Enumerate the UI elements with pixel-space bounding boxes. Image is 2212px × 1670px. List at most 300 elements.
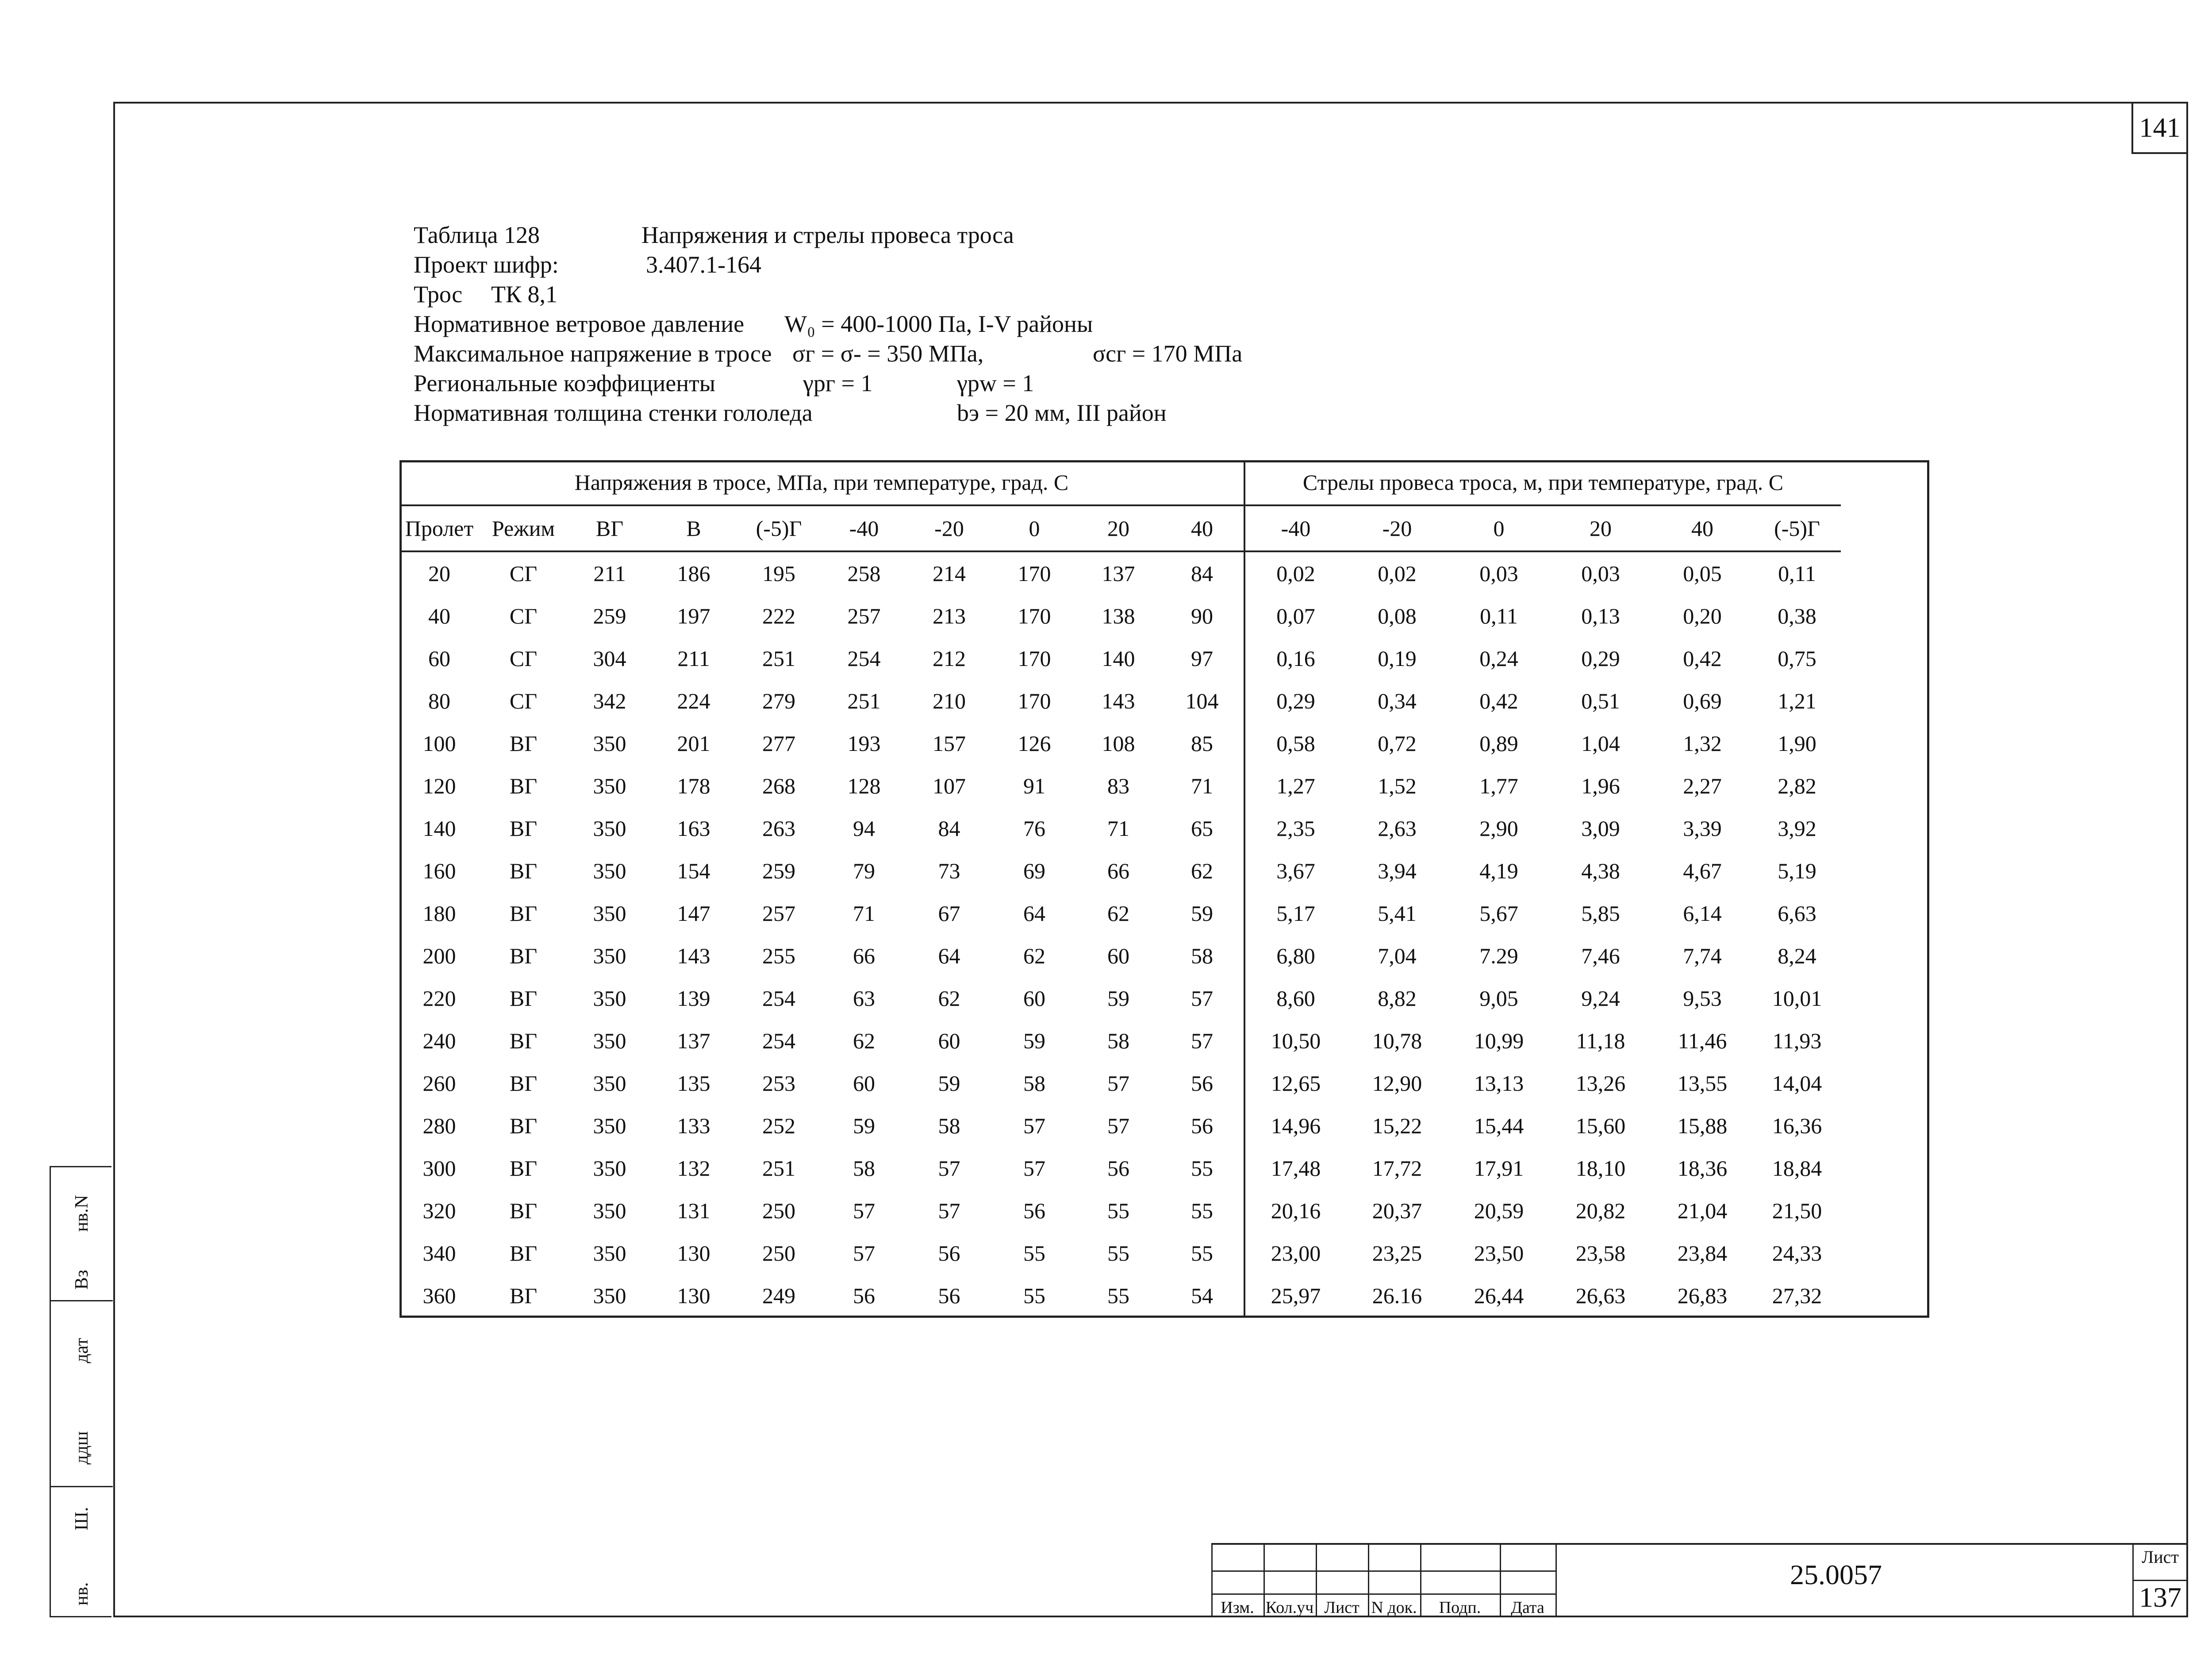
table-cell: 18,84 xyxy=(1772,1156,1822,1181)
table-cell: 57 xyxy=(1023,1113,1045,1138)
table-cell: 26,63 xyxy=(1575,1283,1626,1308)
table-cell: 128 xyxy=(847,773,881,798)
table-cell: 254 xyxy=(847,646,881,671)
wind-label: Нормативное ветровое давление xyxy=(414,311,745,337)
table-cell: СГ xyxy=(509,561,538,586)
table-cell: 0,24 xyxy=(1479,646,1518,671)
column-header: 40 xyxy=(1651,505,1753,551)
table-cell: 7,04 xyxy=(1378,943,1417,968)
table-cell: 211 xyxy=(593,561,626,586)
tb-label-kol: Кол.уч xyxy=(1265,1598,1314,1617)
table-cell: 277 xyxy=(762,731,795,756)
table-cell: ВГ xyxy=(509,1198,538,1223)
table-cell: 85 xyxy=(1160,722,1244,765)
table-cell: 18,36 xyxy=(1677,1156,1728,1181)
column-header-row xyxy=(399,505,1841,551)
table-cell: 58 xyxy=(1107,1028,1129,1053)
table-cell: ВГ xyxy=(509,901,538,926)
table-cell: 59 xyxy=(1023,1028,1045,1053)
table-cell: 1,04 xyxy=(1581,731,1620,756)
side-divider xyxy=(51,1486,113,1487)
table-cell: 59 xyxy=(1107,986,1129,1011)
side-label: нв. xyxy=(72,1582,92,1606)
table-cell: ВГ xyxy=(509,1071,538,1096)
stress-value-2: σсг = 170 МПа xyxy=(1093,340,1243,367)
table-cell: 56 xyxy=(1023,1198,1045,1223)
table-cell: 257 xyxy=(847,604,881,628)
table-cell: 80 xyxy=(428,689,450,713)
table-cell: 55 xyxy=(1107,1198,1129,1223)
column-header: В xyxy=(652,505,736,551)
table-cell: 0,11 xyxy=(1778,561,1816,586)
table-row xyxy=(399,977,1841,1020)
table-cell: 350 xyxy=(593,816,626,841)
table-cell: 67 xyxy=(938,901,960,926)
table-cell: 15,22 xyxy=(1372,1113,1422,1138)
table-cell: 214 xyxy=(933,561,966,586)
table-cell: 250 xyxy=(762,1198,795,1223)
table-cell: СГ xyxy=(509,646,538,671)
table-cell: 55 xyxy=(1160,1147,1244,1189)
table-cell: 4,67 xyxy=(1683,858,1722,883)
table-cell: 0,03 xyxy=(1581,561,1620,586)
table-cell: 254 xyxy=(762,1028,795,1053)
table-cell: 59 xyxy=(1160,892,1244,935)
table-cell: ВГ xyxy=(509,773,538,798)
table-cell: 57 xyxy=(853,1241,875,1266)
table-cell: 0,05 xyxy=(1683,561,1722,586)
table-cell: 3,09 xyxy=(1581,816,1620,841)
table-cell: 259 xyxy=(593,604,626,628)
table-cell: 137 xyxy=(1102,561,1135,586)
table-cell: 0,29 xyxy=(1581,646,1620,671)
table-cell: 56 xyxy=(853,1283,875,1308)
table-cell: ВГ xyxy=(509,816,538,841)
table-cell: 17,72 xyxy=(1372,1156,1422,1181)
table-cell: 0,11 xyxy=(1480,604,1518,628)
table-cell: 13,55 xyxy=(1677,1071,1728,1096)
table-cell: 147 xyxy=(677,901,710,926)
table-cell: 157 xyxy=(933,731,966,756)
table-cell: 250 xyxy=(762,1241,795,1266)
side-label: ддш xyxy=(72,1431,92,1465)
table-row xyxy=(399,1062,1841,1104)
table-cell: 73 xyxy=(938,858,960,883)
table-cell: 320 xyxy=(422,1198,456,1223)
table-cell: 60 xyxy=(1023,986,1045,1011)
table-cell: 57 xyxy=(1107,1113,1129,1138)
table-cell: 7.29 xyxy=(1479,943,1518,968)
cable-label: Трос xyxy=(414,281,463,308)
table-cell: 259 xyxy=(762,858,795,883)
tb-row-line xyxy=(1211,1570,1556,1572)
table-cell: 6,63 xyxy=(1778,901,1816,926)
side-label: дат xyxy=(72,1338,92,1363)
table-cell: 56 xyxy=(1160,1104,1244,1147)
table-cell: 8,82 xyxy=(1378,986,1417,1011)
column-header: Пролет xyxy=(399,505,479,551)
table-cell: 140 xyxy=(422,816,456,841)
table-cell: СГ xyxy=(509,689,538,713)
table-cell: 60 xyxy=(853,1071,875,1096)
table-cell: 71 xyxy=(1160,765,1244,807)
table-cell: 3,92 xyxy=(1778,816,1816,841)
table-cell: 66 xyxy=(853,943,875,968)
table-cell: 3,39 xyxy=(1683,816,1722,841)
table-cell: 11,18 xyxy=(1576,1028,1625,1053)
table-cell: 9,24 xyxy=(1581,986,1620,1011)
table-cell: 71 xyxy=(853,901,875,926)
coef-value-2: γpw = 1 xyxy=(957,370,1034,396)
table-cell: 258 xyxy=(847,561,881,586)
table-cell: 350 xyxy=(593,731,626,756)
column-header: 0 xyxy=(992,505,1076,551)
table-cell: 0,19 xyxy=(1378,646,1417,671)
table-cell: 62 xyxy=(1160,850,1244,892)
table-cell: 14,04 xyxy=(1772,1071,1822,1096)
table-cell: 280 xyxy=(422,1113,456,1138)
table-cell: 170 xyxy=(1018,604,1051,628)
column-header: (-5)Г xyxy=(736,505,822,551)
table-cell: 27,32 xyxy=(1772,1283,1822,1308)
table-cell: 160 xyxy=(422,858,456,883)
table-cell: 0,51 xyxy=(1581,689,1620,713)
table-cell: 154 xyxy=(677,858,710,883)
table-cell: 64 xyxy=(938,943,960,968)
table-cell: 9,05 xyxy=(1479,986,1518,1011)
table-cell: 20,59 xyxy=(1474,1198,1524,1223)
table-cell: 20,16 xyxy=(1271,1198,1321,1223)
table-cell: 9,53 xyxy=(1683,986,1722,1011)
table-cell: 126 xyxy=(1018,731,1051,756)
document-code: 25.0057 xyxy=(1790,1559,1882,1590)
table-cell: 0,29 xyxy=(1276,689,1315,713)
table-cell: 2,82 xyxy=(1778,773,1816,798)
table-cell: 2,90 xyxy=(1479,816,1518,841)
table-cell: 91 xyxy=(1023,773,1045,798)
table-cell: 23,58 xyxy=(1575,1241,1626,1266)
table-cell: 197 xyxy=(677,604,710,628)
table-cell: 79 xyxy=(853,858,875,883)
stress-label: Максимальное напряжение в тросе xyxy=(414,340,772,367)
table-cell: 131 xyxy=(677,1198,710,1223)
table-cell: 65 xyxy=(1160,807,1244,850)
table-cell: 4,19 xyxy=(1479,858,1518,883)
table-cell: 120 xyxy=(422,773,456,798)
table-cell: 130 xyxy=(677,1241,710,1266)
table-cell: 83 xyxy=(1107,773,1129,798)
table-cell: 16,36 xyxy=(1772,1113,1822,1138)
table-cell: 342 xyxy=(593,689,626,713)
side-stamp xyxy=(50,1166,111,1617)
tb-divider xyxy=(1555,1545,1557,1617)
table-cell: 5,67 xyxy=(1479,901,1518,926)
table-row xyxy=(399,935,1841,977)
table-cell: 12,65 xyxy=(1271,1071,1321,1096)
table-cell: 57 xyxy=(1160,1020,1244,1062)
table-cell: 170 xyxy=(1018,646,1051,671)
table-cell: 1,77 xyxy=(1479,773,1518,798)
table-cell: 104 xyxy=(1160,680,1244,722)
table-row xyxy=(399,807,1841,850)
table-cell: 62 xyxy=(853,1028,875,1053)
table-cell: 0,72 xyxy=(1378,731,1417,756)
tb-label-ndok: N док. xyxy=(1371,1598,1417,1617)
table-cell: 1,90 xyxy=(1778,731,1816,756)
table-cell: 350 xyxy=(593,943,626,968)
table-cell: 55 xyxy=(1160,1232,1244,1274)
table-cell: 5,85 xyxy=(1581,901,1620,926)
table-cell: 18,10 xyxy=(1575,1156,1626,1181)
table-cell: 350 xyxy=(593,901,626,926)
table-cell: 350 xyxy=(593,1198,626,1223)
side-label: Вз xyxy=(72,1270,92,1290)
table-cell: 62 xyxy=(1023,943,1045,968)
coef-label: Региональные коэффициенты xyxy=(414,370,716,396)
table-cell: 137 xyxy=(677,1028,710,1053)
data-table xyxy=(399,460,1841,1317)
table-cell: 55 xyxy=(1023,1283,1045,1308)
table-cell: 257 xyxy=(762,901,795,926)
column-header: Режим xyxy=(479,505,568,551)
table-cell: 26.16 xyxy=(1372,1283,1422,1308)
table-cell: 107 xyxy=(933,773,966,798)
table-cell: 139 xyxy=(677,986,710,1011)
table-cell: ВГ xyxy=(509,943,538,968)
group-header-stress: Напряжения в тросе, МПа, при температуре, град. С xyxy=(399,460,1244,505)
table-cell: 6,14 xyxy=(1683,901,1722,926)
table-row xyxy=(399,1147,1841,1189)
table-cell: 58 xyxy=(1023,1071,1045,1096)
tb-label-list: Лист xyxy=(1324,1598,1359,1617)
table-cell: 195 xyxy=(762,561,795,586)
table-cell: 55 xyxy=(1107,1241,1129,1266)
table-cell: 350 xyxy=(593,1241,626,1266)
table-cell: 211 xyxy=(677,646,710,671)
table-cell: 220 xyxy=(422,986,456,1011)
table-cell: 20 xyxy=(428,561,450,586)
table-cell: 350 xyxy=(593,1071,626,1096)
cable-type: ТК 8,1 xyxy=(491,281,558,308)
table-cell: 350 xyxy=(593,986,626,1011)
table-cell: 55 xyxy=(1107,1283,1129,1308)
table-cell: 260 xyxy=(422,1071,456,1096)
table-row xyxy=(399,551,1841,595)
sheet-num: 137 xyxy=(2132,1580,2188,1614)
table-cell: 94 xyxy=(853,816,875,841)
table-cell: 1,96 xyxy=(1581,773,1620,798)
table-cell: 186 xyxy=(677,561,710,586)
table-row xyxy=(399,637,1841,680)
table-cell: 132 xyxy=(677,1156,710,1181)
table-cell: 222 xyxy=(762,604,795,628)
table-cell: 300 xyxy=(422,1156,456,1181)
table-cell: ВГ xyxy=(509,858,538,883)
table-cell: 26,44 xyxy=(1474,1283,1524,1308)
table-cell: 3,94 xyxy=(1378,858,1417,883)
table-cell: ВГ xyxy=(509,1113,538,1138)
table-cell: 201 xyxy=(677,731,710,756)
table-row xyxy=(399,765,1841,807)
table-cell: 1,27 xyxy=(1276,773,1315,798)
table-cell: 60 xyxy=(428,646,450,671)
table-cell: 11,46 xyxy=(1678,1028,1727,1053)
table-cell: 1,52 xyxy=(1378,773,1417,798)
table-cell: 350 xyxy=(593,773,626,798)
table-cell: СГ xyxy=(509,604,538,628)
table-cell: 0,02 xyxy=(1276,561,1315,586)
table-cell: 143 xyxy=(677,943,710,968)
table-cell: 6,80 xyxy=(1276,943,1315,968)
column-header: (-5)Г xyxy=(1753,505,1841,551)
table-cell: 193 xyxy=(847,731,881,756)
table-cell: 62 xyxy=(938,986,960,1011)
table-cell: 0,07 xyxy=(1276,604,1315,628)
table-cell: 170 xyxy=(1018,561,1051,586)
table-title: Напряжения и стрелы провеса троса xyxy=(641,222,1014,248)
table-cell: 17,48 xyxy=(1271,1156,1321,1181)
table-cell: 90 xyxy=(1160,595,1244,637)
table-cell: 5,17 xyxy=(1276,901,1315,926)
table-cell: ВГ xyxy=(509,1241,538,1266)
table-cell: 5,19 xyxy=(1778,858,1816,883)
table-cell: 10,50 xyxy=(1271,1028,1321,1053)
tb-label-podp: Подп. xyxy=(1439,1598,1481,1617)
table-cell: 0,08 xyxy=(1378,604,1417,628)
table-cell: 7,74 xyxy=(1683,943,1722,968)
table-cell: 5,41 xyxy=(1378,901,1417,926)
table-cell: 58 xyxy=(938,1113,960,1138)
table-cell: 2,63 xyxy=(1378,816,1417,841)
table-cell: 180 xyxy=(422,901,456,926)
table-cell: 60 xyxy=(938,1028,960,1053)
table-cell: 210 xyxy=(933,689,966,713)
table-cell: 212 xyxy=(933,646,966,671)
table-cell: 0,20 xyxy=(1683,604,1722,628)
table-cell: 1,32 xyxy=(1683,731,1722,756)
table-cell: 56 xyxy=(1107,1156,1129,1181)
table-cell: 69 xyxy=(1023,858,1045,883)
table-cell: 11,93 xyxy=(1772,1028,1822,1053)
table-cell: 15,88 xyxy=(1677,1113,1728,1138)
table-cell: 143 xyxy=(1102,689,1135,713)
group-header-sag: Стрелы провеса троса, м, при температуре, град. С xyxy=(1244,460,1841,505)
table-cell: 76 xyxy=(1023,816,1045,841)
table-cell: 0,75 xyxy=(1778,646,1816,671)
table-cell: 20,37 xyxy=(1372,1198,1422,1223)
table-cell: 59 xyxy=(853,1113,875,1138)
table-cell: 350 xyxy=(593,1028,626,1053)
table-cell: 249 xyxy=(762,1283,795,1308)
table-cell: 252 xyxy=(762,1113,795,1138)
column-header: 40 xyxy=(1160,505,1244,551)
table-cell: 55 xyxy=(1023,1241,1045,1266)
table-cell: 14,96 xyxy=(1271,1113,1321,1138)
table-cell: 1,21 xyxy=(1778,689,1816,713)
table-cell: 0,02 xyxy=(1378,561,1417,586)
column-header: -40 xyxy=(1244,505,1346,551)
table-cell: 15,44 xyxy=(1474,1113,1524,1138)
table-cell: 8,24 xyxy=(1778,943,1816,968)
sheet-label: Лист xyxy=(2142,1547,2179,1567)
table-cell: 62 xyxy=(1107,901,1129,926)
table-cell: 21,04 xyxy=(1677,1198,1728,1223)
table-cell: 133 xyxy=(677,1113,710,1138)
table-cell: 58 xyxy=(1160,935,1244,977)
table-cell: 0,42 xyxy=(1479,689,1518,713)
table-cell: ВГ xyxy=(509,1156,538,1181)
table-cell: 13,13 xyxy=(1474,1071,1524,1096)
table-cell: 23,00 xyxy=(1271,1241,1321,1266)
table-cell: 17,91 xyxy=(1474,1156,1524,1181)
table-cell: 100 xyxy=(422,731,456,756)
project-code: 3.407.1-164 xyxy=(646,251,761,278)
tb-label-data: Дата xyxy=(1511,1598,1544,1617)
table-cell: 23,84 xyxy=(1677,1241,1728,1266)
table-cell: 57 xyxy=(938,1198,960,1223)
table-cell: ВГ xyxy=(509,731,538,756)
tb-row-line xyxy=(1211,1593,1556,1595)
table-cell: 12,90 xyxy=(1372,1071,1422,1096)
table-cell: 64 xyxy=(1023,901,1045,926)
table-cell: 135 xyxy=(677,1071,710,1096)
wind-value: W₀ = 400-1000 Па, I-V районы xyxy=(784,311,1093,337)
table-cell: 24,33 xyxy=(1772,1241,1822,1266)
column-header: -20 xyxy=(1346,505,1448,551)
table-cell: 7,46 xyxy=(1581,943,1620,968)
table-cell: 40 xyxy=(428,604,450,628)
table-cell: 350 xyxy=(593,1113,626,1138)
table-row xyxy=(399,892,1841,935)
table-cell: 13,26 xyxy=(1575,1071,1626,1096)
table-cell: 25,97 xyxy=(1271,1283,1321,1308)
table-cell: 251 xyxy=(762,646,795,671)
column-header: -20 xyxy=(906,505,992,551)
table-cell: 178 xyxy=(677,773,710,798)
table-cell: 130 xyxy=(677,1283,710,1308)
table-cell: 0,69 xyxy=(1683,689,1722,713)
project-label: Проект шифр: xyxy=(414,251,559,278)
table-cell: 57 xyxy=(938,1156,960,1181)
table-cell: 0,89 xyxy=(1479,731,1518,756)
table-cell: 263 xyxy=(762,816,795,841)
table-cell: 224 xyxy=(677,689,710,713)
table-cell: 58 xyxy=(853,1156,875,1181)
table-cell: 253 xyxy=(762,1071,795,1096)
table-cell: 0,13 xyxy=(1581,604,1620,628)
table-cell: 0,38 xyxy=(1778,604,1816,628)
table-cell: 59 xyxy=(938,1071,960,1096)
table-cell: 251 xyxy=(762,1156,795,1181)
table-cell: 170 xyxy=(1018,689,1051,713)
table-cell: 140 xyxy=(1102,646,1135,671)
table-row xyxy=(399,1189,1841,1232)
table-cell: 360 xyxy=(422,1283,456,1308)
table-row xyxy=(399,680,1841,722)
table-row xyxy=(399,722,1841,765)
column-header: 20 xyxy=(1550,505,1651,551)
table-cell: 163 xyxy=(677,816,710,841)
table-row xyxy=(399,1104,1841,1147)
side-label: нв.N xyxy=(72,1195,92,1232)
table-cell: 21,50 xyxy=(1772,1198,1822,1223)
table-cell: 97 xyxy=(1160,637,1244,680)
table-cell: 0,58 xyxy=(1276,731,1315,756)
table-cell: 350 xyxy=(593,1283,626,1308)
table-cell: 138 xyxy=(1102,604,1135,628)
table-cell: 254 xyxy=(762,986,795,1011)
table-cell: 63 xyxy=(853,986,875,1011)
